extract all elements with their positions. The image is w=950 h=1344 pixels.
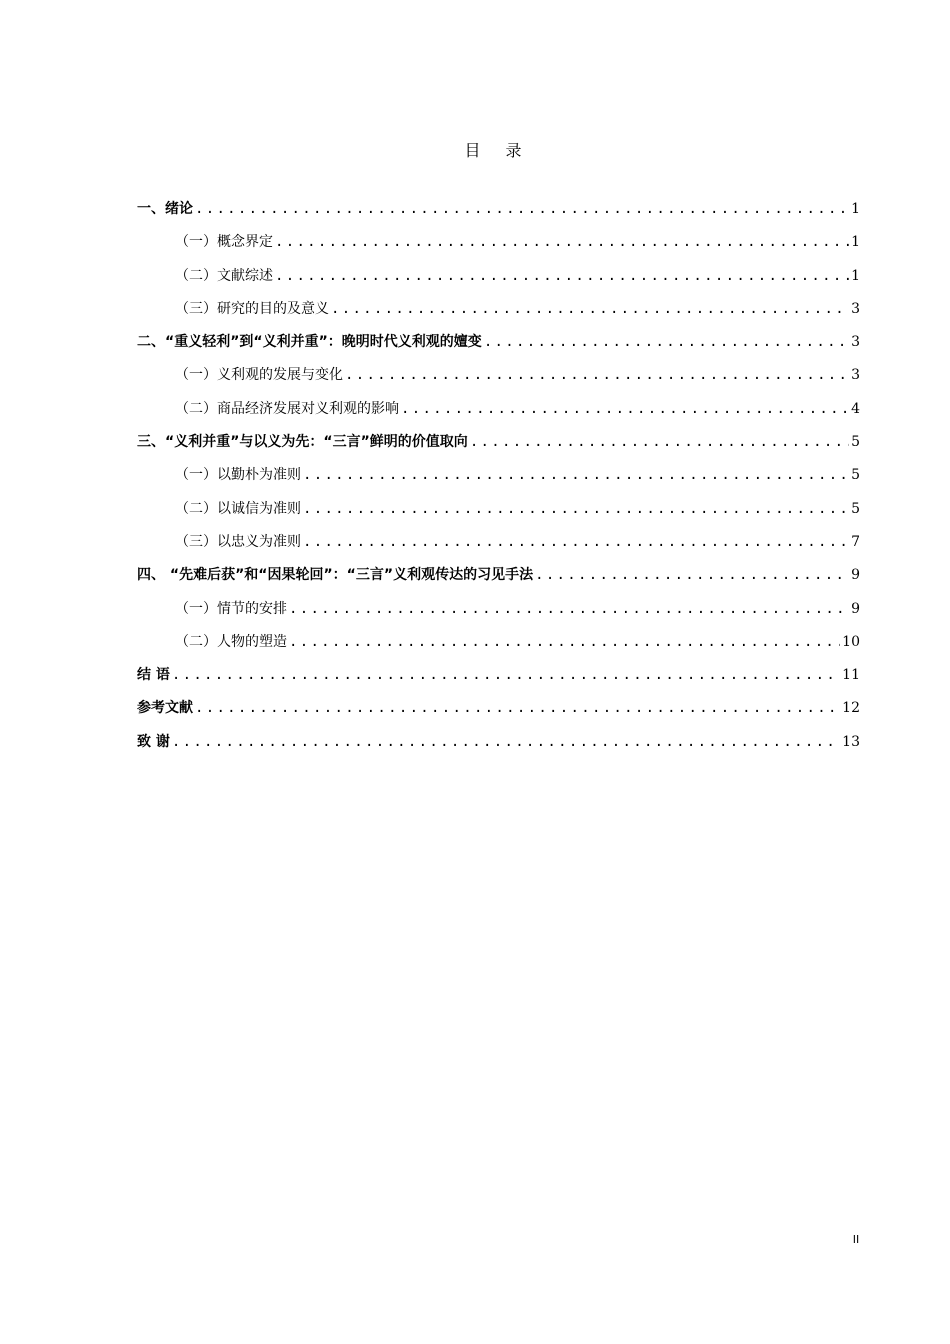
toc-entry-page: 1 [851, 234, 860, 251]
toc-dot-leader [303, 498, 849, 520]
toc-entry-page: 1 [851, 267, 860, 284]
toc-section-entry[interactable] [137, 364, 860, 397]
toc-section-entry[interactable] [137, 598, 860, 631]
toc-entry-title: 三、“义利并重”与以义为先：“三言”鲜明的价值取向 [137, 434, 468, 451]
toc-entry-title: （一）概念界定 [175, 234, 273, 251]
toc-dot-leader [172, 731, 840, 753]
page-title: 目 录 [464, 141, 532, 160]
toc-entry-page: 3 [851, 334, 860, 351]
toc-section-entry[interactable] [137, 265, 860, 298]
toc-entry-title: （一）以勤朴为准则 [175, 467, 301, 484]
toc-chapter-entry[interactable] [137, 731, 860, 764]
toc-section-entry[interactable] [137, 298, 860, 331]
toc-entry-page: 4 [851, 400, 860, 417]
toc-entry-page: 9 [851, 567, 860, 584]
toc-entry-title: 四、 “先难后获”和“因果轮回”：“三言”义利观传达的习见手法 [137, 567, 534, 584]
toc-chapter-entry[interactable] [137, 431, 860, 464]
toc-entry-page: 3 [851, 300, 860, 317]
page-number: II [852, 1233, 860, 1246]
toc-entry-title: 一、绪论 [137, 201, 193, 217]
toc-dot-leader [195, 198, 849, 220]
toc-section-entry[interactable] [137, 398, 860, 431]
toc-entry-title: （二）以诚信为准则 [175, 500, 301, 517]
toc-section-entry[interactable] [137, 231, 860, 264]
toc-entry-title: 二、“重义轻利”到“义利并重”：晚明时代义利观的嬗变 [137, 334, 482, 351]
toc-entry-title: （一）情节的安排 [175, 600, 287, 617]
toc-dot-leader [172, 664, 840, 686]
toc-dot-leader [535, 564, 849, 586]
toc-entry-page: 12 [842, 700, 860, 717]
toc-chapter-entry[interactable] [137, 664, 860, 697]
toc-dot-leader [401, 398, 849, 420]
toc-entry-title: （二）商品经济发展对义利观的影响 [175, 400, 399, 417]
toc-dot-leader [195, 697, 840, 719]
toc-entry-page: 5 [851, 500, 860, 517]
toc-dot-leader [303, 464, 849, 486]
toc-entry-title: （一）义利观的发展与变化 [175, 367, 343, 384]
toc-entry-title: （二）文献综述 [175, 267, 273, 284]
toc-dot-leader [331, 298, 849, 320]
toc-entry-page: 11 [842, 667, 860, 684]
toc-entry-title: 致 谢 [137, 733, 170, 750]
toc-dot-leader [345, 364, 849, 386]
toc-section-entry[interactable] [137, 631, 860, 664]
toc-dot-leader [275, 265, 849, 287]
toc-entry-page: 5 [851, 434, 860, 451]
toc-dot-leader [289, 631, 840, 653]
table-of-contents [137, 198, 860, 764]
toc-entry-title: （二）人物的塑造 [175, 633, 287, 650]
toc-dot-leader [484, 331, 849, 353]
toc-entry-page: 3 [851, 367, 860, 384]
toc-entry-page: 9 [851, 600, 860, 617]
toc-dot-leader [470, 431, 849, 453]
toc-entry-title: 参考文献 [137, 700, 193, 717]
toc-entry-title: （三）研究的目的及意义 [175, 300, 329, 317]
toc-entry-page: 13 [842, 733, 860, 750]
toc-section-entry[interactable] [137, 531, 860, 564]
toc-entry-page: 5 [851, 467, 860, 484]
toc-dot-leader [303, 531, 849, 553]
toc-entry-title: 结 语 [137, 667, 170, 684]
toc-chapter-entry[interactable] [137, 198, 860, 231]
toc-dot-leader [275, 231, 849, 253]
toc-section-entry[interactable] [137, 464, 860, 497]
toc-section-entry[interactable] [137, 498, 860, 531]
toc-entry-page: 1 [851, 201, 860, 217]
toc-chapter-entry[interactable] [137, 697, 860, 730]
toc-entry-page: 7 [851, 533, 860, 550]
toc-chapter-entry[interactable] [137, 331, 860, 364]
toc-dot-leader [289, 598, 849, 620]
toc-entry-page: 10 [842, 633, 860, 650]
toc-chapter-entry[interactable] [137, 564, 860, 597]
toc-entry-title: （三）以忠义为准则 [175, 533, 301, 550]
